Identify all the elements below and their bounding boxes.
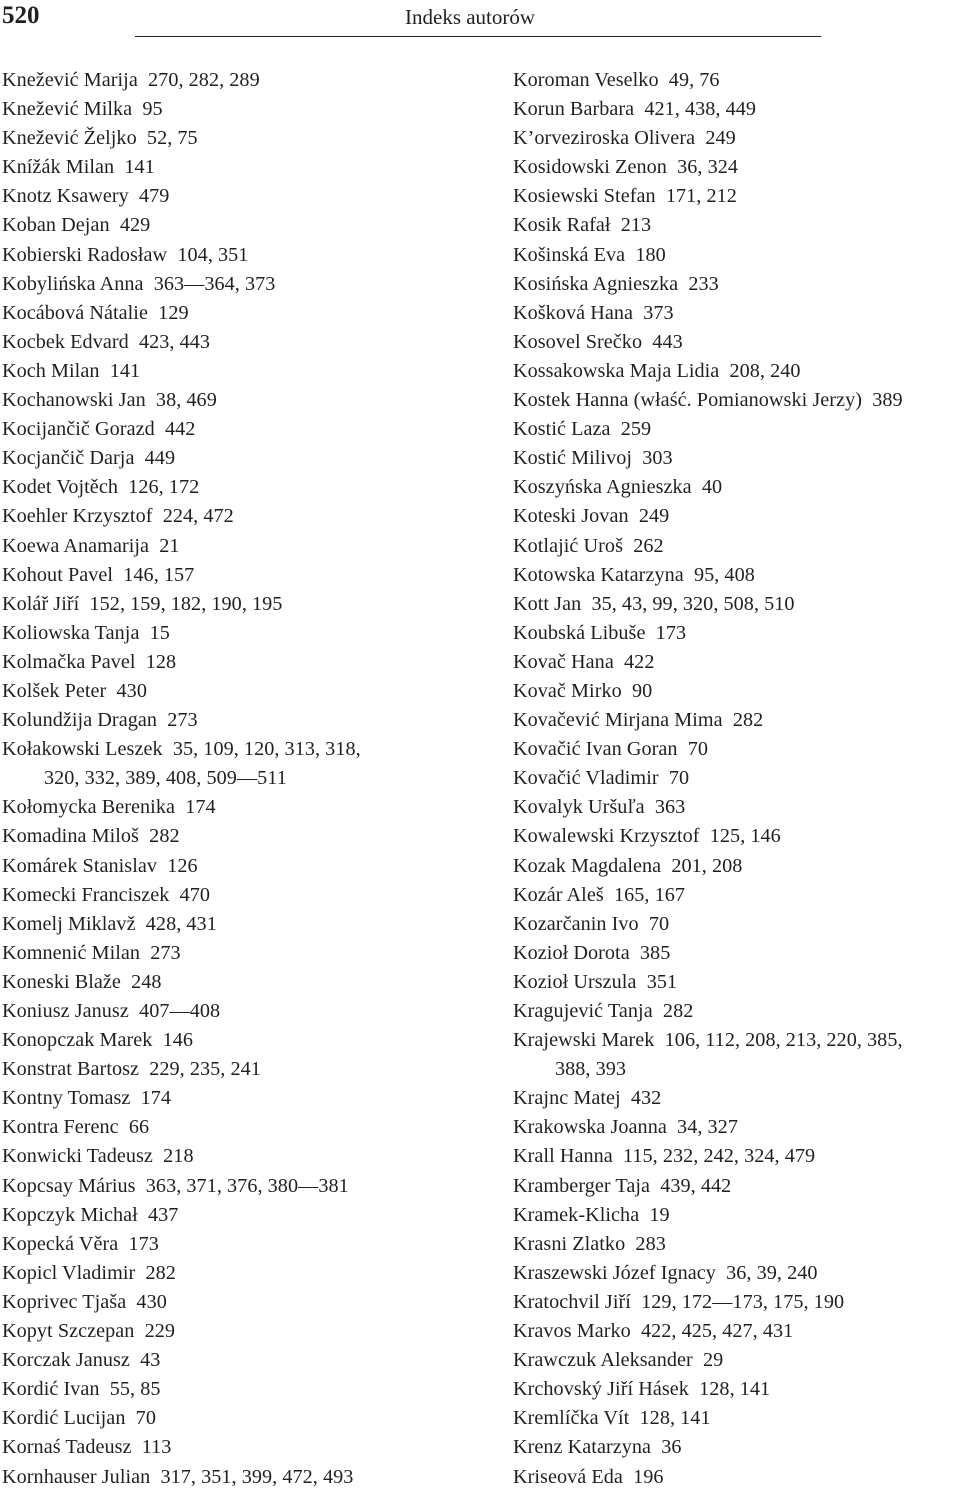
page-references: 373 (643, 301, 674, 324)
index-entry (513, 590, 960, 619)
index-entry (513, 1201, 960, 1230)
author-name: Kostek Hanna (właść. Pomianowski Jerzy) (513, 389, 862, 412)
author-name: Kosik Rafał (513, 214, 611, 237)
index-entry (2, 1142, 472, 1171)
page-references: 146, 157 (123, 563, 195, 586)
author-name: Kostić Milivoj (513, 447, 633, 470)
index-entry (513, 822, 960, 851)
author-name: Krchovský Jiří Hásek (513, 1378, 689, 1401)
page-references: 233 (688, 272, 719, 295)
author-name: Kolmačka Pavel (2, 650, 136, 673)
index-entry (513, 444, 960, 473)
page-references: 282 (732, 709, 764, 732)
index-entry (2, 211, 472, 240)
index-entry (2, 1084, 472, 1113)
author-name: Kramberger Taja (513, 1174, 651, 1197)
page-references: 421, 438, 449 (644, 98, 757, 121)
page-references: 52, 75 (146, 127, 198, 150)
index-entry (2, 415, 472, 444)
author-name: Kordić Ivan (2, 1378, 100, 1401)
author-name: Korun Barbara (513, 98, 635, 121)
index-entry (513, 561, 960, 590)
author-name: Kriseová Eda (513, 1465, 623, 1488)
author-name: Kolšek Peter (2, 679, 107, 702)
page-references: 128, 141 (639, 1407, 711, 1430)
page-references: 423, 443 (138, 330, 211, 353)
page-references: 36, 39, 240 (726, 1261, 818, 1284)
author-name: Konwicki Tadeusz (2, 1145, 153, 1168)
page-references: 95, 408 (693, 563, 755, 586)
page-references: 174 (185, 796, 216, 819)
author-name: Krawczuk Aleksander (513, 1349, 693, 1372)
page-references: 201, 208 (671, 854, 743, 877)
author-name: Kozioł Urszula (513, 970, 637, 993)
page-references: 113 (141, 1436, 172, 1459)
index-entry (513, 764, 960, 793)
index-entry (2, 1172, 472, 1201)
page-references: 470 (179, 883, 211, 906)
index-entry (513, 473, 960, 502)
index-entry (2, 735, 472, 793)
author-name: Kopicl Vladimir (2, 1261, 136, 1284)
index-entry (2, 648, 472, 677)
author-name: Kozár Aleš (513, 883, 604, 906)
page-references: 196 (633, 1465, 664, 1488)
author-name: Kosovel Srečko (513, 330, 643, 353)
page-references: 43 (140, 1349, 161, 1372)
page-references: 38, 469 (155, 389, 217, 412)
page-references: 173 (655, 621, 687, 644)
index-entry (2, 502, 472, 531)
page-references: 126 (167, 854, 198, 877)
index-entry (2, 357, 472, 386)
author-name: Krajnc Matej (513, 1087, 621, 1110)
page-references: 55, 85 (109, 1378, 161, 1401)
page-references-continued: 320, 332, 389, 408, 509—511 (44, 767, 287, 790)
page-number: 520 (2, 2, 40, 29)
author-name: Kosiewski Stefan (513, 185, 656, 208)
index-entry (513, 968, 960, 997)
index-entry (513, 1259, 960, 1288)
index-entry (2, 619, 472, 648)
author-name: Koehler Krzysztof (2, 505, 153, 528)
author-name: Knežević Marija (2, 69, 138, 91)
author-name: K’orveziroska Olivera (513, 127, 696, 150)
index-entry (513, 211, 960, 240)
author-name: Kodet Vojtěch (2, 476, 118, 499)
page-references: 95 (142, 98, 163, 121)
page-references: 128, 141 (699, 1378, 771, 1401)
author-name: Kopecká Věra (2, 1232, 119, 1255)
author-name: Kovačević Mirjana Mima (513, 709, 723, 732)
author-name: Kopcsay Márius (2, 1174, 136, 1197)
page-references: 70 (668, 767, 690, 790)
page-references: 224, 472 (162, 505, 234, 528)
index-entry (2, 1317, 472, 1346)
author-name: Koubská Libuše (513, 621, 646, 644)
author-name: Kozarčanin Ivo (513, 912, 639, 935)
page-references: 141 (109, 359, 141, 382)
page-references: 385 (639, 941, 671, 964)
author-name: Kovač Mirko (513, 679, 622, 702)
author-name: Krasni Zlatko (513, 1232, 626, 1255)
index-entry (2, 1433, 472, 1462)
index-entry (2, 473, 472, 502)
page-references: 428, 431 (145, 912, 217, 935)
author-name: Konopczak Marek (2, 1029, 153, 1052)
page-references: 389 (872, 389, 903, 412)
author-name: Kobierski Radosław (2, 243, 168, 266)
index-entry (2, 1404, 472, 1433)
author-name: Komecki Franciszek (2, 883, 170, 906)
author-name: Koliowska Tanja (2, 621, 140, 644)
author-name: Kopyt Szczepan (2, 1320, 135, 1343)
author-name: Kochanowski Jan (2, 389, 146, 412)
author-name: Kowalewski Krzysztof (513, 825, 700, 848)
author-name: Krajewski Marek (513, 1029, 655, 1052)
index-entry (513, 1142, 960, 1171)
page-references: 422 (624, 650, 655, 673)
page-references: 229, 235, 241 (149, 1058, 261, 1081)
index-entry (513, 1375, 960, 1404)
index-entry (513, 502, 960, 531)
page-references: 36, 324 (677, 156, 739, 179)
index-entry (513, 1113, 960, 1142)
index-entry (2, 852, 472, 881)
author-name: Knežević Milka (2, 98, 133, 121)
page-references: 439, 442 (660, 1174, 732, 1197)
index-entry (2, 968, 472, 997)
index-entry (513, 793, 960, 822)
index-entry (2, 677, 472, 706)
page-references: 449 (144, 447, 176, 470)
author-name: Korczak Janusz (2, 1349, 130, 1372)
index-entry (2, 561, 472, 590)
page-references: 152, 159, 182, 190, 195 (89, 592, 283, 615)
index-entry (513, 95, 960, 124)
index-entry (513, 1288, 960, 1317)
index-entry (2, 95, 472, 124)
page-references: 317, 351, 399, 472, 493 (160, 1465, 354, 1488)
author-name: Krenz Katarzyna (513, 1436, 652, 1459)
author-name: Kosidowski Zenon (513, 156, 667, 179)
page-references: 126, 172 (128, 476, 200, 499)
page-references: 443 (652, 330, 683, 353)
author-name: Komárek Stanislav (2, 854, 158, 877)
page-references: 282 (149, 825, 180, 848)
index-entry (2, 182, 472, 211)
page-references: 273 (167, 709, 198, 732)
index-entry (513, 1404, 960, 1433)
author-name: Kraszewski Józef Ignacy (513, 1261, 716, 1284)
page-references: 437 (148, 1203, 179, 1226)
index-entry (513, 910, 960, 939)
index-entry (513, 241, 960, 270)
index-entry (2, 386, 472, 415)
index-entry (2, 1026, 472, 1055)
author-name: Kornhauser Julian (2, 1465, 151, 1488)
page-references: 15 (149, 621, 170, 644)
author-name: Koszyńska Agnieszka (513, 476, 692, 499)
author-name: Knežević Željko (2, 127, 137, 150)
author-name: Kosińska Agnieszka (513, 272, 679, 295)
page-references: 104, 351 (177, 243, 249, 266)
author-name: Kocjančič Darja (2, 447, 135, 470)
index-entry (513, 852, 960, 881)
author-name: Kohout Pavel (2, 563, 114, 586)
page-references: 70 (687, 738, 709, 761)
page-references: 218 (163, 1145, 194, 1168)
page-references: 363 (654, 796, 686, 819)
page-references: 180 (635, 243, 666, 266)
author-name: Koteski Jovan (513, 505, 629, 528)
index-entry (513, 1230, 960, 1259)
index-entry (2, 881, 472, 910)
header-rule (135, 36, 821, 37)
author-name: Košinská Eva (513, 243, 626, 266)
index-entry (513, 1463, 960, 1492)
page-references: 141 (124, 156, 155, 179)
author-name: Kontny Tomasz (2, 1087, 131, 1110)
index-entry (2, 706, 472, 735)
author-name: Koprivec Tjaša (2, 1290, 127, 1313)
page-references: 422, 425, 427, 431 (640, 1320, 794, 1343)
author-name: Kopczyk Michał (2, 1203, 138, 1226)
index-entry (513, 1172, 960, 1201)
index-entry (2, 241, 472, 270)
author-name: Komnenić Milan (2, 941, 141, 964)
page-references: 90 (631, 679, 653, 702)
page-references: 70 (648, 912, 670, 935)
index-entry (2, 590, 472, 619)
page-references: 249 (705, 127, 736, 150)
author-name: Kocábová Nátalie (2, 301, 148, 324)
page-references: 303 (642, 447, 673, 470)
index-entry (2, 328, 472, 357)
page-references: 283 (635, 1232, 666, 1255)
author-name: Kravos Marko (513, 1320, 631, 1343)
page-references: 248 (131, 970, 162, 993)
index-entry (513, 66, 960, 95)
running-title: Indeks autorów (405, 5, 536, 29)
author-name: Kovalyk Uršuľa (513, 796, 645, 819)
author-name: Kremlíčka Vít (513, 1407, 630, 1430)
author-name: Kolundžija Dragan (2, 709, 158, 732)
index-entry (513, 532, 960, 561)
author-name: Knotz Ksawery (2, 185, 129, 208)
index-entry (2, 153, 472, 182)
author-name: Knížák Milan (2, 156, 115, 179)
page-references: 40 (701, 476, 723, 499)
author-name: Komelj Miklavž (2, 912, 136, 935)
index-entry (513, 153, 960, 182)
page-references: 70 (135, 1407, 156, 1430)
index-entry (513, 677, 960, 706)
author-name: Kovačić Vladimir (513, 767, 659, 790)
page-references: 282 (662, 1000, 694, 1022)
author-name: Kontra Ferenc (2, 1116, 119, 1139)
page-references: 259 (620, 418, 652, 441)
author-name: Kołomycka Berenika (2, 796, 175, 819)
page-references: 479 (139, 185, 170, 208)
index-entry (2, 1463, 472, 1492)
index-entry (2, 939, 472, 968)
index-entry (2, 793, 472, 822)
author-name: Kotowska Katarzyna (513, 563, 684, 586)
page-references: 351 (646, 970, 678, 993)
page-references: 165, 167 (613, 883, 686, 906)
index-entry (2, 1230, 472, 1259)
page-references: 273 (150, 941, 181, 964)
index-entry (2, 822, 472, 851)
author-name: Krakowska Joanna (513, 1116, 667, 1139)
author-name: Kovač Hana (513, 650, 614, 673)
page-references: 229 (144, 1320, 176, 1343)
page-references: 213 (620, 214, 652, 237)
index-entry (513, 357, 960, 386)
index-entry (2, 444, 472, 473)
author-name: Kovačić Ivan Goran (513, 738, 678, 761)
author-name: Koroman Veselko (513, 69, 659, 91)
author-name: Koewa Anamarija (2, 534, 150, 557)
index-entry (513, 1433, 960, 1462)
index-entry (513, 124, 960, 153)
page-references: 66 (128, 1116, 150, 1139)
author-name: Kozioł Dorota (513, 941, 630, 964)
page-references: 429 (119, 214, 151, 237)
page-references: 174 (140, 1087, 172, 1110)
index-entry (2, 910, 472, 939)
page-references: 430 (136, 1290, 167, 1313)
author-name: Kocbek Edvard (2, 330, 129, 353)
index-entry (2, 1346, 472, 1375)
page-references: 106, 112, 208, 213, 220, 385, (664, 1029, 903, 1052)
page-references: 270, 282, 289 (148, 69, 260, 91)
page-references: 442 (164, 418, 196, 441)
author-name: Kratochvil Jiří (513, 1290, 631, 1313)
author-name: Koniusz Janusz (2, 1000, 129, 1022)
index-entry (513, 1317, 960, 1346)
author-name: Konstrat Bartosz (2, 1058, 140, 1081)
index-entry (2, 1259, 472, 1288)
page-references: 49, 76 (668, 69, 720, 91)
index-entry (513, 648, 960, 677)
index-entry (2, 1288, 472, 1317)
index-entry (2, 1375, 472, 1404)
author-name: Kordić Lucijan (2, 1407, 126, 1430)
author-name: Kocijančič Gorazd (2, 418, 155, 441)
page-references-continued: 388, 393 (555, 1058, 627, 1081)
page-references: 363, 371, 376, 380—381 (145, 1174, 349, 1197)
index-entry (2, 997, 472, 1026)
page-references: 262 (633, 534, 664, 557)
author-name: Kossakowska Maja Lidia (513, 359, 720, 382)
index-entry (513, 1084, 960, 1113)
page-references: 171, 212 (665, 185, 737, 208)
author-name: Košková Hana (513, 301, 634, 324)
page-references: 282 (145, 1261, 176, 1284)
index-entry (2, 124, 472, 153)
author-name: Kornaś Tadeusz (2, 1436, 132, 1459)
index-entry (513, 182, 960, 211)
index-entry (513, 1026, 960, 1084)
index-entry (513, 939, 960, 968)
author-name: Kolář Jiří (2, 592, 80, 615)
index-column-left (2, 66, 472, 1492)
page-references: 249 (638, 505, 670, 528)
index-column-right (513, 66, 960, 1492)
index-entry (513, 619, 960, 648)
author-name: Kramek-Klicha (513, 1203, 640, 1226)
index-entry (513, 735, 960, 764)
index-entry (513, 270, 960, 299)
author-name: Koneski Blaže (2, 970, 121, 993)
page-references: 19 (649, 1203, 670, 1226)
index-entry (513, 386, 960, 415)
author-name: Kragujević Tanja (513, 1000, 653, 1022)
page-references: 208, 240 (729, 359, 801, 382)
page-references: 129 (158, 301, 189, 324)
page-references: 407—408 (139, 1000, 221, 1022)
index-entry (513, 997, 960, 1026)
index-entry (513, 299, 960, 328)
page-references: 21 (159, 534, 180, 557)
page-references: 36 (661, 1436, 682, 1459)
page-references: 146 (162, 1029, 194, 1052)
page-references: 430 (116, 679, 147, 702)
page-references: 34, 327 (677, 1116, 738, 1139)
author-name: Krall Hanna (513, 1145, 613, 1168)
index-entry (2, 1201, 472, 1230)
page-references: 29 (702, 1349, 724, 1372)
index-entry (513, 706, 960, 735)
author-name: Kobylińska Anna (2, 272, 144, 295)
page-references: 128 (145, 650, 177, 673)
index-entry (2, 1055, 472, 1084)
author-name: Koban Dejan (2, 214, 110, 237)
index-entry (2, 66, 472, 95)
page-references: 432 (630, 1087, 662, 1110)
author-name: Kott Jan (513, 592, 582, 615)
page-references: 35, 43, 99, 320, 508, 510 (591, 592, 795, 615)
page-references: 129, 172—173, 175, 190 (641, 1290, 845, 1313)
author-name: Kołakowski Leszek (2, 738, 163, 761)
page-header (0, 0, 960, 40)
index-entry (2, 532, 472, 561)
index-entry (513, 328, 960, 357)
page-references: 125, 146 (709, 825, 781, 848)
index-entry (2, 270, 472, 299)
index-entry (2, 299, 472, 328)
page-references: 115, 232, 242, 324, 479 (622, 1145, 816, 1168)
page-references: 35, 109, 120, 313, 318, (172, 738, 361, 761)
page-references: 173 (128, 1232, 159, 1255)
author-name: Kostić Laza (513, 418, 611, 441)
index-entry (513, 415, 960, 444)
author-name: Komadina Miloš (2, 825, 139, 848)
author-name: Kotlajić Uroš (513, 534, 623, 557)
author-name: Kozak Magdalena (513, 854, 662, 877)
index-entry (513, 881, 960, 910)
index-entry (513, 1346, 960, 1375)
author-name: Koch Milan (2, 359, 100, 382)
index-entry (2, 1113, 472, 1142)
page-references: 363—364, 373 (153, 272, 276, 295)
